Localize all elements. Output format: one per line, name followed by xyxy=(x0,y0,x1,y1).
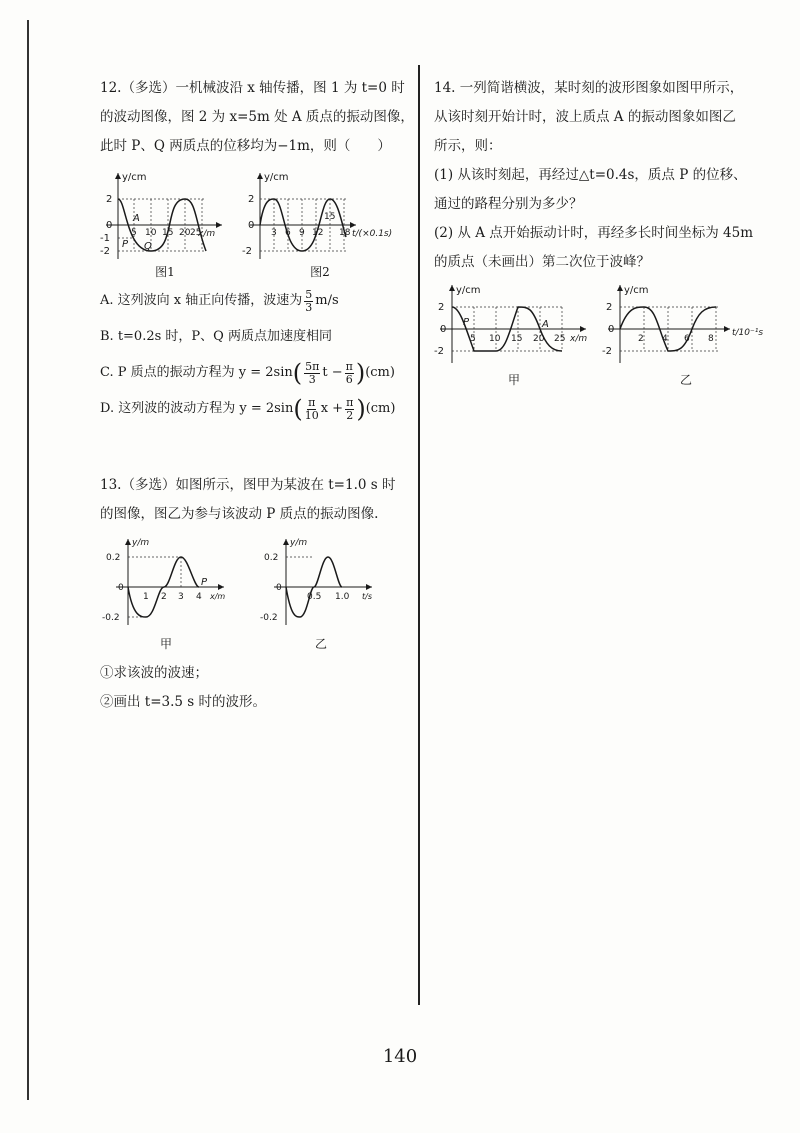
t-tick-6: 6 xyxy=(285,228,291,238)
q12-figure-1 xyxy=(100,167,230,281)
option-c-fraction-1 xyxy=(304,361,320,386)
q12-line-3: 此时 P、Q 两质点的位移均为−1m，则（ ） xyxy=(100,138,391,154)
x-tick-5: 5 xyxy=(470,334,476,344)
q12-figure-2-caption: 图2 xyxy=(310,265,330,279)
y-tick-0: 0 xyxy=(118,583,124,593)
q13-sub-question-1: ①求该波的波速； xyxy=(100,665,208,681)
y-tick-2: 2 xyxy=(438,302,445,313)
q14-figure-a xyxy=(434,283,594,389)
y-tick-2: 2 xyxy=(106,194,113,205)
y-tick-2: 2 xyxy=(606,302,613,313)
x-tick-25: 25 xyxy=(554,334,566,344)
frac-den: 3 xyxy=(305,300,313,314)
option-a-unit: m/s xyxy=(315,293,339,308)
point-p-label: P xyxy=(201,577,208,588)
right-column xyxy=(434,74,774,391)
q12-figures xyxy=(100,167,405,281)
y-tick-0: 0 xyxy=(276,583,282,593)
open-paren: ( xyxy=(293,395,303,423)
y-axis-label: y/cm xyxy=(624,285,649,296)
option-d-text: D. 这列波的波动方程为 y = 2sin xyxy=(100,401,294,416)
x-tick-10: 10 xyxy=(145,228,157,238)
q13-figure-b-caption: 乙 xyxy=(314,637,327,651)
q12-figure-2 xyxy=(240,167,400,281)
q14-figure-b-caption: 乙 xyxy=(679,373,692,387)
q12-line-2: 的波动图像，图 2 为 x=5m 处 A 质点的振动图像， xyxy=(100,109,414,125)
x-tick-25: 25 xyxy=(190,228,202,238)
y-axis-arrow xyxy=(283,539,289,545)
q14-wave-graph xyxy=(434,283,594,365)
spacer xyxy=(100,427,405,471)
frac-num: π xyxy=(308,395,316,409)
point-p-label: P xyxy=(463,317,470,328)
frac-den: 10 xyxy=(304,408,319,422)
t-tick-18: 18 xyxy=(339,228,351,238)
t-tick-4: 4 xyxy=(662,334,668,344)
t-tick-15: 15 xyxy=(324,212,336,222)
y-axis-label: y/cm xyxy=(264,172,289,183)
x-axis-arrow xyxy=(216,222,222,228)
q12-option-a xyxy=(100,283,405,319)
q14-figure-b xyxy=(598,283,774,389)
t-axis-label: t/(×0.1s) xyxy=(352,229,393,239)
t-tick-6: 6 xyxy=(684,334,690,344)
q12-figure-1-caption: 图1 xyxy=(155,265,175,279)
option-c-mid: t − xyxy=(322,365,343,380)
y-axis-label: y/cm xyxy=(122,172,147,183)
q14-line-3: 所示，则： xyxy=(434,138,502,154)
q13-figures xyxy=(100,535,405,653)
frac-num: π xyxy=(346,395,354,409)
q12-option-d xyxy=(100,391,405,427)
q13-figure-b xyxy=(258,535,384,653)
t-axis-label: t/s xyxy=(362,592,372,601)
point-q-label: Q xyxy=(144,241,152,252)
page-number: 140 xyxy=(382,1046,418,1067)
q14-line-7: 的质点（未画出）第二次位于波峰？ xyxy=(434,254,650,270)
question-13 xyxy=(100,471,405,717)
x-tick-2: 2 xyxy=(161,592,167,602)
q13-figure-a xyxy=(100,535,232,653)
y-tick-0: 0 xyxy=(106,220,113,231)
y-axis-arrow xyxy=(449,285,455,291)
question-14 xyxy=(434,74,774,389)
t-tick-2: 2 xyxy=(638,334,644,344)
y-axis-label: y/m xyxy=(290,538,308,548)
q12-option-b xyxy=(100,319,405,355)
y-axis-arrow xyxy=(115,173,121,179)
y-axis-label: y/m xyxy=(132,538,150,548)
column-divider xyxy=(418,65,420,1005)
x-tick-15: 15 xyxy=(511,334,523,344)
y-tick-neg2: -2 xyxy=(602,346,612,357)
q14-line-2: 从该时刻开始计时，波上质点 A 的振动图象如图乙 xyxy=(434,109,736,125)
x-axis-label: x/m xyxy=(570,334,588,344)
frac-den: 6 xyxy=(345,372,353,386)
q13-vibration-graph xyxy=(258,535,384,627)
x-tick-4: 4 xyxy=(196,592,202,602)
q12-wave-graph xyxy=(100,167,230,263)
q14-vibration-graph xyxy=(598,283,774,365)
t-tick-8: 8 xyxy=(708,334,714,344)
t-axis-arrow xyxy=(350,222,356,228)
q12-option-c xyxy=(100,355,405,391)
x-tick-5: 5 xyxy=(131,228,137,238)
close-paren: ) xyxy=(356,395,366,423)
q13-sub-question-2: ②画出 t=3.5 s 时的波形。 xyxy=(100,694,267,710)
y-axis-arrow xyxy=(257,173,263,179)
t-axis-label: t/10⁻¹s xyxy=(732,328,764,338)
t-tick-9: 9 xyxy=(299,228,305,238)
left-column xyxy=(100,74,414,717)
y-tick-0: 0 xyxy=(608,324,615,335)
t-tick-0.5: 0.5 xyxy=(307,592,322,602)
y-tick-neg1: -1 xyxy=(100,233,110,244)
y-axis-arrow xyxy=(617,285,623,291)
y-tick-neg2: -2 xyxy=(242,246,252,257)
open-paren: ( xyxy=(292,359,303,387)
q12-line-1: 12.（多选）一机械波沿 x 轴传播，图 1 为 t=0 时 xyxy=(100,80,405,96)
option-d-unit: (cm) xyxy=(365,401,396,416)
q14-line-6: (2) 从 A 点开始振动计时，再经多长时间坐标为 45m xyxy=(434,225,754,241)
y-tick-neg2: -2 xyxy=(434,346,444,357)
q13-wave-graph xyxy=(100,535,232,627)
frac-num: 5π xyxy=(305,359,320,373)
t-tick-12: 12 xyxy=(312,228,324,238)
x-tick-20: 20 xyxy=(533,334,545,344)
q12-vibration-graph xyxy=(240,167,400,263)
q14-line-4: (1) 从该时刻起，再经过△t=0.4s，质点 P 的位移、 xyxy=(434,167,747,183)
x-tick-1: 1 xyxy=(143,592,149,602)
point-p-label: P xyxy=(122,239,129,250)
y-tick-0: 0 xyxy=(248,220,255,231)
frac-den: 3 xyxy=(308,372,316,386)
option-c-fraction-2 xyxy=(345,361,354,386)
q14-figure-a-caption: 甲 xyxy=(507,373,520,387)
q13-line-1: 13.（多选）如图所示，图甲为某波在 t=1.0 s 时 xyxy=(100,477,396,493)
frac-den: 2 xyxy=(346,408,354,422)
point-a-label: A xyxy=(542,319,549,330)
close-paren: ) xyxy=(355,359,366,387)
y-axis-arrow xyxy=(125,539,131,545)
option-b-text: B. t=0.2s 时，P、Q 两质点加速度相同 xyxy=(100,329,332,344)
y-tick-0: 0 xyxy=(440,324,447,335)
y-tick-neg0.2: -0.2 xyxy=(260,613,278,623)
option-a-text: A. 这列波向 x 轴正向传播，波速为 xyxy=(100,293,303,308)
x-tick-20: 20 xyxy=(179,228,191,238)
option-c-text: C. P 质点的振动方程为 y = 2sin xyxy=(100,365,293,380)
t-tick-1.0: 1.0 xyxy=(335,592,350,602)
x-tick-10: 10 xyxy=(489,334,501,344)
frac-num: 5 xyxy=(305,287,313,301)
x-axis-label: x/m xyxy=(210,592,226,601)
t-axis-arrow xyxy=(366,584,372,590)
x-tick-15: 15 xyxy=(162,228,174,238)
y-axis-label: y/cm xyxy=(456,285,481,296)
option-d-fraction-2 xyxy=(345,397,354,422)
option-d-mid: x + xyxy=(320,401,344,416)
y-tick-0.2: 0.2 xyxy=(106,553,121,563)
question-12 xyxy=(100,74,414,427)
point-a-label: A xyxy=(133,213,140,224)
q14-figures xyxy=(434,283,774,389)
t-tick-3: 3 xyxy=(271,228,277,238)
q14-line-5: 通过的路程分别为多少？ xyxy=(434,196,583,212)
binding-line xyxy=(27,20,29,1100)
x-tick-3: 3 xyxy=(178,592,184,602)
x-axis-arrow xyxy=(218,584,224,590)
t-axis-arrow xyxy=(724,326,730,332)
frac-num: π xyxy=(345,359,353,373)
y-tick-2: 2 xyxy=(248,194,255,205)
x-axis-label: x/m xyxy=(198,229,216,239)
y-tick-0.2: 0.2 xyxy=(264,553,279,563)
q14-line-1: 14. 一列简谐横波，某时刻的波形图象如图甲所示， xyxy=(434,80,744,96)
y-tick-neg0.2: -0.2 xyxy=(102,613,120,623)
option-d-fraction-1 xyxy=(305,397,319,422)
option-a-fraction xyxy=(304,289,313,314)
q13-line-2: 的图像，图乙为参与该波动 P 质点的振动图像. xyxy=(100,506,379,522)
y-tick-neg2: -2 xyxy=(100,246,110,257)
q13-figure-a-caption: 甲 xyxy=(159,637,172,651)
x-axis-arrow xyxy=(580,326,586,332)
option-c-unit: (cm) xyxy=(365,365,395,380)
